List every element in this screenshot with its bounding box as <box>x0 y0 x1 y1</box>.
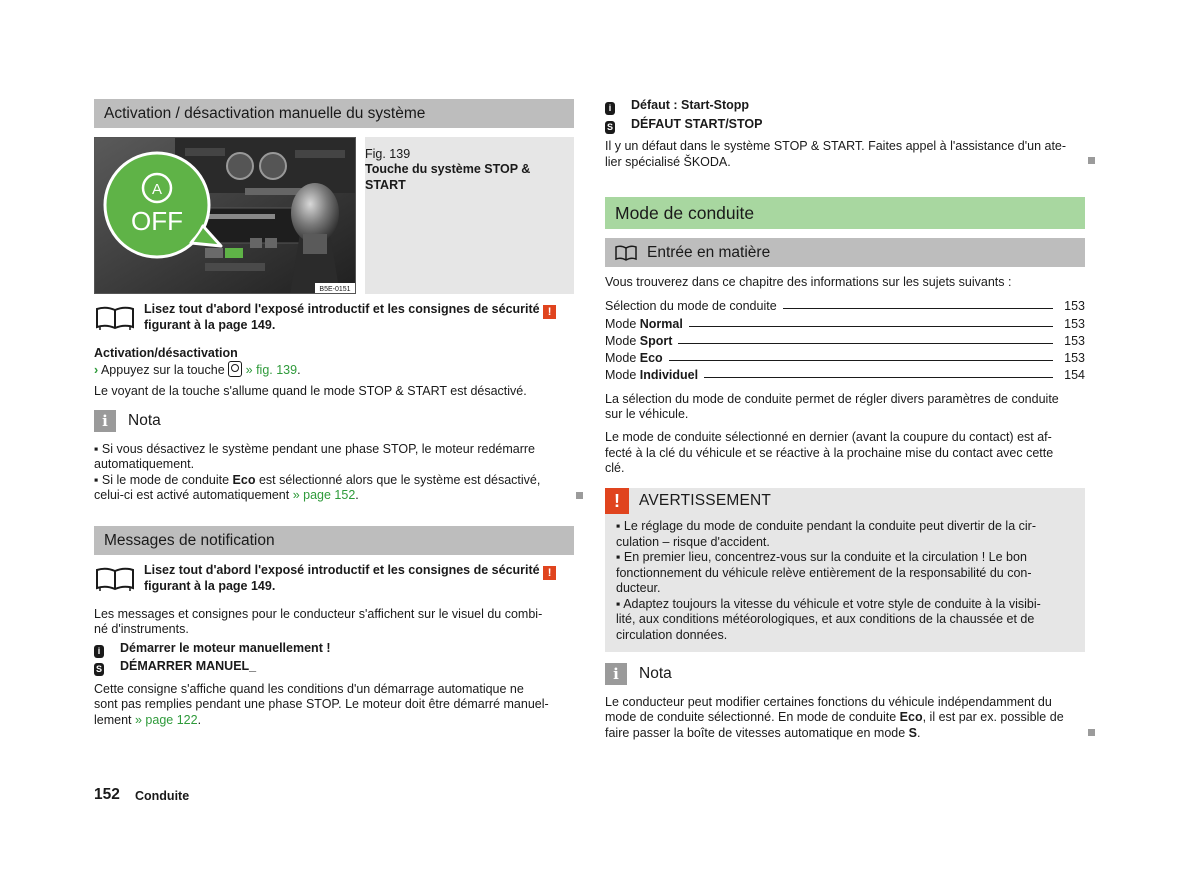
nota-line1: ▪ Si vous désactivez le système pendant une phase STOP, le moteur redémarre <box>94 442 536 456</box>
nota-heading-right <box>605 663 672 685</box>
warning-line: culation – risque d'accident. <box>616 534 770 549</box>
chevron-right-icon: › <box>94 363 99 377</box>
nota-title: Nota <box>128 412 161 429</box>
toc-row[interactable]: Mode Eco 153 <box>605 351 1085 366</box>
page-122-link[interactable]: » page 122 <box>135 713 198 727</box>
warning-box <box>605 488 1085 652</box>
info-display-icon: i <box>605 102 615 115</box>
section-heading-messages: Messages de notification <box>94 526 574 555</box>
last-mode-line3: clé. <box>605 461 625 475</box>
warning-icon: ! <box>543 566 556 580</box>
section-end-marker <box>1088 157 1095 164</box>
read-first-line2: figurant à la page 149. <box>144 318 276 332</box>
section-end-marker <box>576 492 583 499</box>
figure-caption-box <box>365 137 574 294</box>
section-end-marker <box>1088 729 1095 736</box>
last-mode-line1: Le mode de conduite sélectionné en dernier (avant la coupure du contact) est af- <box>605 430 1052 444</box>
last-mode-line2: fecté à la clé du véhicule et se réactive à la prochaine mise du contact avec cette <box>605 446 1054 460</box>
figure-title-line1: Touche du système STOP & <box>365 162 531 176</box>
warning-icon: ! <box>543 305 556 319</box>
messages-line1: Les messages et consignes pour le conducteur s'affichent sur le visuel du combi- <box>94 607 543 621</box>
consigne-line2: sont pas remplies pendant une phase STOP. Le moteur doit être démarré manuel- <box>94 697 549 711</box>
read-first2-line2: figurant à la page 149. <box>144 579 276 593</box>
selection-line1: La sélection du mode de conduite permet de régler divers paramètres de conduite <box>605 392 1059 406</box>
book-icon <box>95 305 135 331</box>
activation-title: Activation/désactivation <box>94 346 238 360</box>
warning-title: AVERTISSEMENT <box>639 492 772 509</box>
info-icon: i <box>605 663 627 685</box>
book-icon <box>95 566 135 592</box>
fault-item-2: S DÉFAUT START/STOP <box>606 117 763 132</box>
warning-line: ▪ Adaptez toujours la vitesse du véhicule et votre style de conduite à la visibi- <box>616 596 1041 611</box>
fault-text-line1: Il y un défaut dans le système STOP & START. Faites appel à l'assistance d'un ate- <box>605 139 1067 153</box>
selection-line2: sur le véhicule. <box>605 407 689 421</box>
warning-line: ▪ En premier lieu, concentrez-vous sur la conduite et la circulation ! Le bon <box>616 550 1027 564</box>
segment-display-icon: S <box>95 664 102 674</box>
message-item-2: S DÉMARRER MANUEL_ <box>95 659 257 674</box>
segment-display-icon: S <box>606 122 613 132</box>
nota-line2: automatiquement. <box>94 457 195 471</box>
lamp-text: Le voyant de la touche s'allume quand le mode STOP & START est désactivé. <box>94 384 527 398</box>
section-heading-entry: Entrée en matière <box>605 238 1085 267</box>
toc-row[interactable]: Sélection du mode de conduite 153 <box>605 299 1085 314</box>
figure-139 <box>94 137 356 294</box>
consigne-line3: lement » page 122. <box>94 713 202 727</box>
warning-line: lité, aux conditions météorologiques, et aux conditions de la chaussée et de <box>616 612 1035 626</box>
off-label: OFF <box>131 206 183 236</box>
warning-line: circulation données. <box>616 627 728 642</box>
warning-text <box>616 519 1081 643</box>
figure-title-line2: START <box>365 178 406 192</box>
footer-section: Conduite <box>135 789 190 803</box>
read-first2-line1: Lisez tout d'abord l'exposé introductif et les consignes de sécurité ! <box>144 563 574 580</box>
figure-number: Fig. 139 <box>365 147 411 161</box>
info-display-icon: i <box>94 645 104 658</box>
warning-icon: ! <box>605 488 629 514</box>
press-instruction: › Appuyez sur la touche » fig. 139. <box>94 363 301 377</box>
figure-code: B5E-0151 <box>319 286 351 293</box>
toc-row[interactable]: Mode Individuel 154 <box>605 368 1085 383</box>
nota-title: Nota <box>639 665 672 682</box>
info-icon: i <box>94 410 116 432</box>
messages-line2: né d'instruments. <box>94 622 189 636</box>
message-item-1: i Démarrer le moteur manuellement ! <box>94 641 331 658</box>
nota-right-line3: faire passer la boîte de vitesses automatique en mode S. <box>605 726 921 740</box>
page-152-link[interactable]: » page 152 <box>292 488 356 502</box>
nota-right-line2: mode de conduite sélectionné. En mode de conduite Eco, il est par ex. possible de <box>605 710 1064 724</box>
warning-line: fonctionnement du véhicule relève entièrement de la responsabilité du con- <box>616 565 1032 580</box>
toc-list <box>605 296 1085 382</box>
stop-start-button-icon <box>228 361 242 377</box>
svg-text:A: A <box>151 181 163 198</box>
toc-row[interactable]: Mode Sport 153 <box>605 333 1085 348</box>
warning-line: ▪ Le réglage du mode de conduite pendant la conduite peut divertir de la cir- <box>616 519 1036 533</box>
page-number: 152 <box>94 786 120 803</box>
fig-139-link[interactable]: » fig. 139 <box>245 363 298 377</box>
book-icon <box>615 245 637 261</box>
nota-right-line1: Le conducteur peut modifier certaines fonctions du véhicule indépendamment du <box>605 695 1052 709</box>
console-illustration <box>95 138 356 294</box>
intro-text: Vous trouverez dans ce chapitre des informations sur les sujets suivants : <box>605 275 1012 289</box>
chapter-heading-mode: Mode de conduite <box>605 197 1085 229</box>
consigne-line1: Cette consigne s'affiche quand les conditions d'un démarrage automatique ne <box>94 682 524 696</box>
section-heading-activation: Activation / désactivation manuelle du système <box>94 99 574 128</box>
fault-text-line2: lier spécialisé ŠKODA. <box>605 155 731 169</box>
warning-line: ducteur. <box>616 581 661 595</box>
nota-heading-left <box>94 410 161 432</box>
toc-row[interactable]: Mode Normal 153 <box>605 316 1085 331</box>
nota-line3: ▪ Si le mode de conduite Eco est sélectionné alors que le système est désactivé, <box>94 473 541 487</box>
fault-item-1: i Défaut : Start-Stopp <box>605 98 749 115</box>
nota-line4: celui-ci est activé automatiquement » page 152. <box>94 488 359 502</box>
read-first-line1: Lisez tout d'abord l'exposé introductif et les consignes de sécurité ! <box>144 302 574 319</box>
